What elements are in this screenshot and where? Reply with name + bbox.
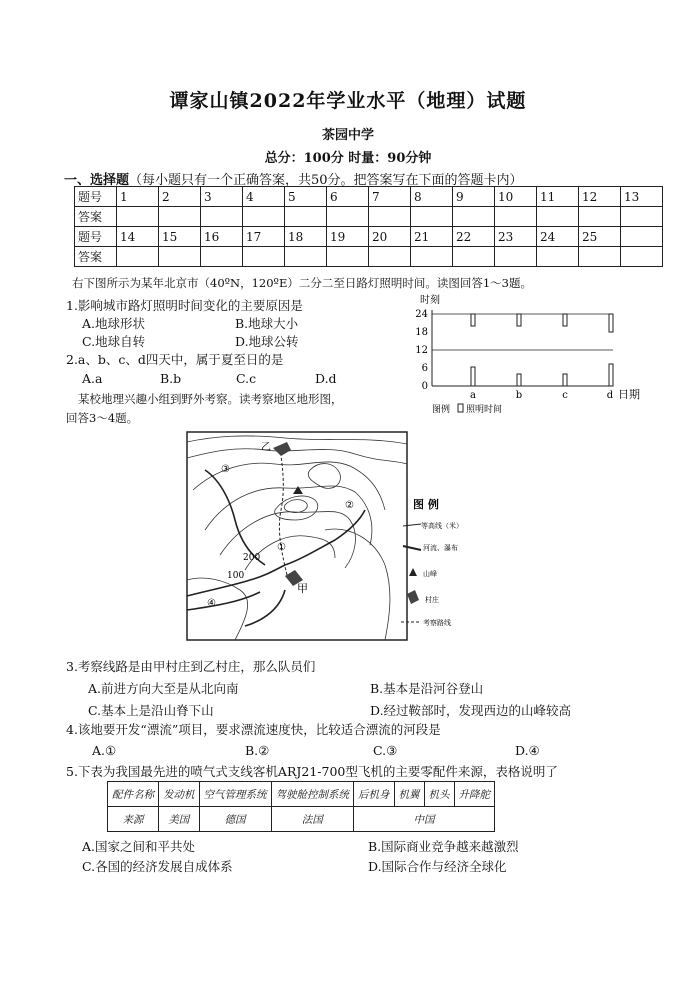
answer-cell: 22: [453, 227, 495, 247]
q5-option-c: C.各国的经济发展自成体系: [82, 859, 233, 874]
answer-cell: 21: [411, 227, 453, 247]
chart-legend-item: 照明时间: [466, 405, 503, 415]
river-marker-3: ③: [221, 464, 230, 475]
q4-option-b: B.②: [245, 743, 270, 758]
legend-village: 村庄: [425, 596, 439, 604]
answer-cell: 9: [453, 187, 495, 207]
answer-cell: [117, 247, 159, 267]
answer-cell: [537, 247, 579, 267]
table-cell: 法国: [271, 807, 354, 832]
intro-2b: 回答3～4题。: [66, 411, 139, 425]
answer-cell: [495, 247, 537, 267]
map-legend-title: 图 例: [413, 498, 439, 511]
ytick: 6: [421, 363, 428, 374]
xtick: d: [606, 390, 614, 401]
answer-cell: [201, 247, 243, 267]
row-label: 题号: [75, 187, 117, 207]
answer-cell: [243, 207, 285, 227]
row-label: 题号: [75, 227, 117, 247]
answer-cell: 16: [201, 227, 243, 247]
answer-cell: 10: [495, 187, 537, 207]
answer-table: [74, 186, 663, 267]
table-cell: 升降舵: [454, 782, 495, 807]
answer-cell: [537, 207, 579, 227]
table-cell: 机头: [424, 782, 454, 807]
section-label: 一、选择题: [64, 173, 130, 188]
peak-legend-icon: [409, 568, 417, 576]
legend-peak: 山峰: [423, 570, 437, 578]
answer-cell: 23: [495, 227, 537, 247]
river-marker-4: ④: [207, 598, 216, 609]
legend-river: 河流、瀑布: [423, 544, 458, 552]
answer-cell: [327, 207, 369, 227]
chart-legend-title: 图例: [432, 405, 451, 415]
answer-cell: 14: [117, 227, 159, 247]
q3-option-b: B.基本是沿河谷登山: [370, 681, 484, 696]
ytick: 12: [415, 345, 428, 356]
table-row: [75, 207, 663, 227]
lighting-bar-c-evening: [563, 314, 567, 326]
table-cell: 机翼: [394, 782, 424, 807]
answer-cell: 24: [537, 227, 579, 247]
legend-contour: 等高线（米）: [421, 522, 463, 530]
answer-cell: 13: [621, 187, 663, 207]
q1-stem: 1.影响城市路灯照明时间变化的主要原因是: [66, 298, 303, 313]
ytick: 0: [421, 381, 428, 392]
lighting-bar-b-evening: [517, 314, 521, 326]
answer-cell: 18: [285, 227, 327, 247]
school-name: 茶园中学: [321, 128, 374, 143]
answer-cell: [243, 247, 285, 267]
label-jia: 甲: [297, 582, 308, 595]
q3-option-a: A.前进方向大至是从北向南: [88, 681, 239, 696]
answer-cell: 15: [159, 227, 201, 247]
answer-cell: 25: [579, 227, 621, 247]
contour-label-200: 200: [243, 553, 261, 563]
row-label: 答案: [75, 207, 117, 227]
answer-cell: [159, 207, 201, 227]
q3-option-c: C.基本上是沿山脊下山: [88, 703, 214, 718]
q5-option-a: A.国家之间和平共处: [82, 839, 196, 854]
answer-cell: [369, 247, 411, 267]
lighting-bar-c-morning: [563, 374, 567, 386]
answer-cell: [285, 247, 327, 267]
answer-cell: 7: [369, 187, 411, 207]
q3-option-d: D.经过鞍部时，发现西边的山峰较高: [370, 703, 572, 718]
q4-option-c: C.③: [373, 743, 398, 758]
legend-route: 考察路线: [423, 619, 451, 627]
ytick: 24: [415, 309, 428, 320]
q4-option-d: D.④: [515, 743, 540, 758]
q1-option-d: D.地球公转: [235, 334, 299, 349]
village-legend-icon: [407, 590, 419, 604]
xtick: b: [515, 390, 523, 401]
q1-option-b: B.地球大小: [235, 316, 299, 331]
lighting-bar-a-evening: [471, 314, 475, 326]
answer-cell: 3: [201, 187, 243, 207]
answer-cell: [621, 247, 663, 267]
answer-cell: [621, 227, 663, 247]
xtick: c: [562, 390, 568, 401]
river-marker-1: ①: [277, 542, 286, 553]
answer-cell: 20: [369, 227, 411, 247]
q5-stem: 5.下表为我国最先进的喷气式支线客机ARJ21-700型飞机的主要零配件来源，表格说明了: [66, 764, 558, 779]
answer-cell: [453, 247, 495, 267]
lighting-chart: [408, 292, 668, 417]
row-label: 答案: [75, 247, 117, 267]
lighting-bar-a-morning: [471, 367, 475, 386]
table-cell: 发动机: [159, 782, 200, 807]
q5-option-b: B.国际商业竞争越来越激烈: [368, 839, 519, 854]
answer-cell: [453, 207, 495, 227]
q4-option-a: A.①: [92, 743, 117, 758]
q5-option-d: D.国际合作与经济全球化: [368, 859, 507, 874]
answer-cell: [495, 207, 537, 227]
river-marker-2: ②: [345, 500, 354, 511]
answer-cell: 5: [285, 187, 327, 207]
chart-xlabel: 日期: [618, 388, 640, 401]
table-cell: 德国: [199, 807, 271, 832]
answer-cell: 2: [159, 187, 201, 207]
lighting-bar-d-evening: [609, 314, 613, 332]
ytick: 18: [415, 327, 428, 338]
table-row: [75, 227, 663, 247]
answer-cell: [327, 247, 369, 267]
label-yi: 乙: [261, 442, 271, 453]
table-row: [108, 782, 495, 807]
q1-option-c: C.地球自转: [82, 334, 146, 349]
topographic-map: [185, 430, 475, 642]
table-cell: 空气管理系统: [199, 782, 271, 807]
table-cell: 中国: [354, 807, 495, 832]
table-cell: 配件名称: [108, 782, 159, 807]
q4-stem: 4.该地要开发“漂流”项目，要求漂流速度快，比较适合漂流的河段是: [66, 722, 441, 737]
table-cell: 驾驶舱控制系统: [271, 782, 354, 807]
answer-cell: 11: [537, 187, 579, 207]
answer-cell: 8: [411, 187, 453, 207]
answer-cell: 6: [327, 187, 369, 207]
answer-cell: 12: [579, 187, 621, 207]
answer-cell: 4: [243, 187, 285, 207]
legend-swatch: [458, 404, 463, 412]
section-note: （每小题只有一个正确答案，共50分。把答案写在下面的答题卡内）: [129, 173, 523, 188]
table-row: [108, 807, 495, 832]
q2-stem: 2.a、b、c、d四天中，属于夏至日的是: [66, 352, 284, 367]
answer-cell: 19: [327, 227, 369, 247]
lighting-bar-b-morning: [517, 374, 521, 386]
answer-cell: [579, 207, 621, 227]
q1-option-a: A.地球形状: [82, 316, 146, 331]
q2-option-d: D.d: [315, 371, 337, 386]
table-row: [75, 187, 663, 207]
answer-cell: [411, 247, 453, 267]
answer-cell: [201, 207, 243, 227]
table-cell: 来源: [108, 807, 159, 832]
q2-option-c: C.c: [236, 371, 257, 386]
page-title: 谭家山镇2022年学业水平（地理）试题: [169, 90, 527, 112]
answer-cell: 1: [117, 187, 159, 207]
intro-2a: 某校地理兴趣小组到野外考察。读考察地区地形图，: [78, 392, 343, 406]
intro-1: 右下图所示为某年北京市（40ºN，120ºE）二分二至日路灯照明时间。读图回答1～3题。: [72, 276, 532, 290]
score-time: 总分：100分 时量：90分钟: [264, 151, 432, 166]
answer-cell: [285, 207, 327, 227]
q2-option-a: A.a: [82, 371, 103, 386]
q2-option-b: B.b: [160, 371, 182, 386]
lighting-bar-d-morning: [609, 364, 613, 386]
answer-cell: 17: [243, 227, 285, 247]
q3-stem: 3.考察线路是由甲村庄到乙村庄，那么队员们: [66, 659, 316, 674]
answer-cell: [369, 207, 411, 227]
answer-cell: [411, 207, 453, 227]
table-cell: 后机身: [354, 782, 395, 807]
answer-cell: [117, 207, 159, 227]
table-cell: 美国: [159, 807, 200, 832]
xtick: a: [470, 390, 476, 401]
answer-cell: [621, 207, 663, 227]
answer-cell: [579, 247, 621, 267]
contour-label-100: 100: [227, 571, 245, 581]
parts-source-table: [107, 781, 495, 832]
chart-ylabel: 时刻: [420, 295, 440, 306]
answer-cell: [159, 247, 201, 267]
table-row: [75, 247, 663, 267]
